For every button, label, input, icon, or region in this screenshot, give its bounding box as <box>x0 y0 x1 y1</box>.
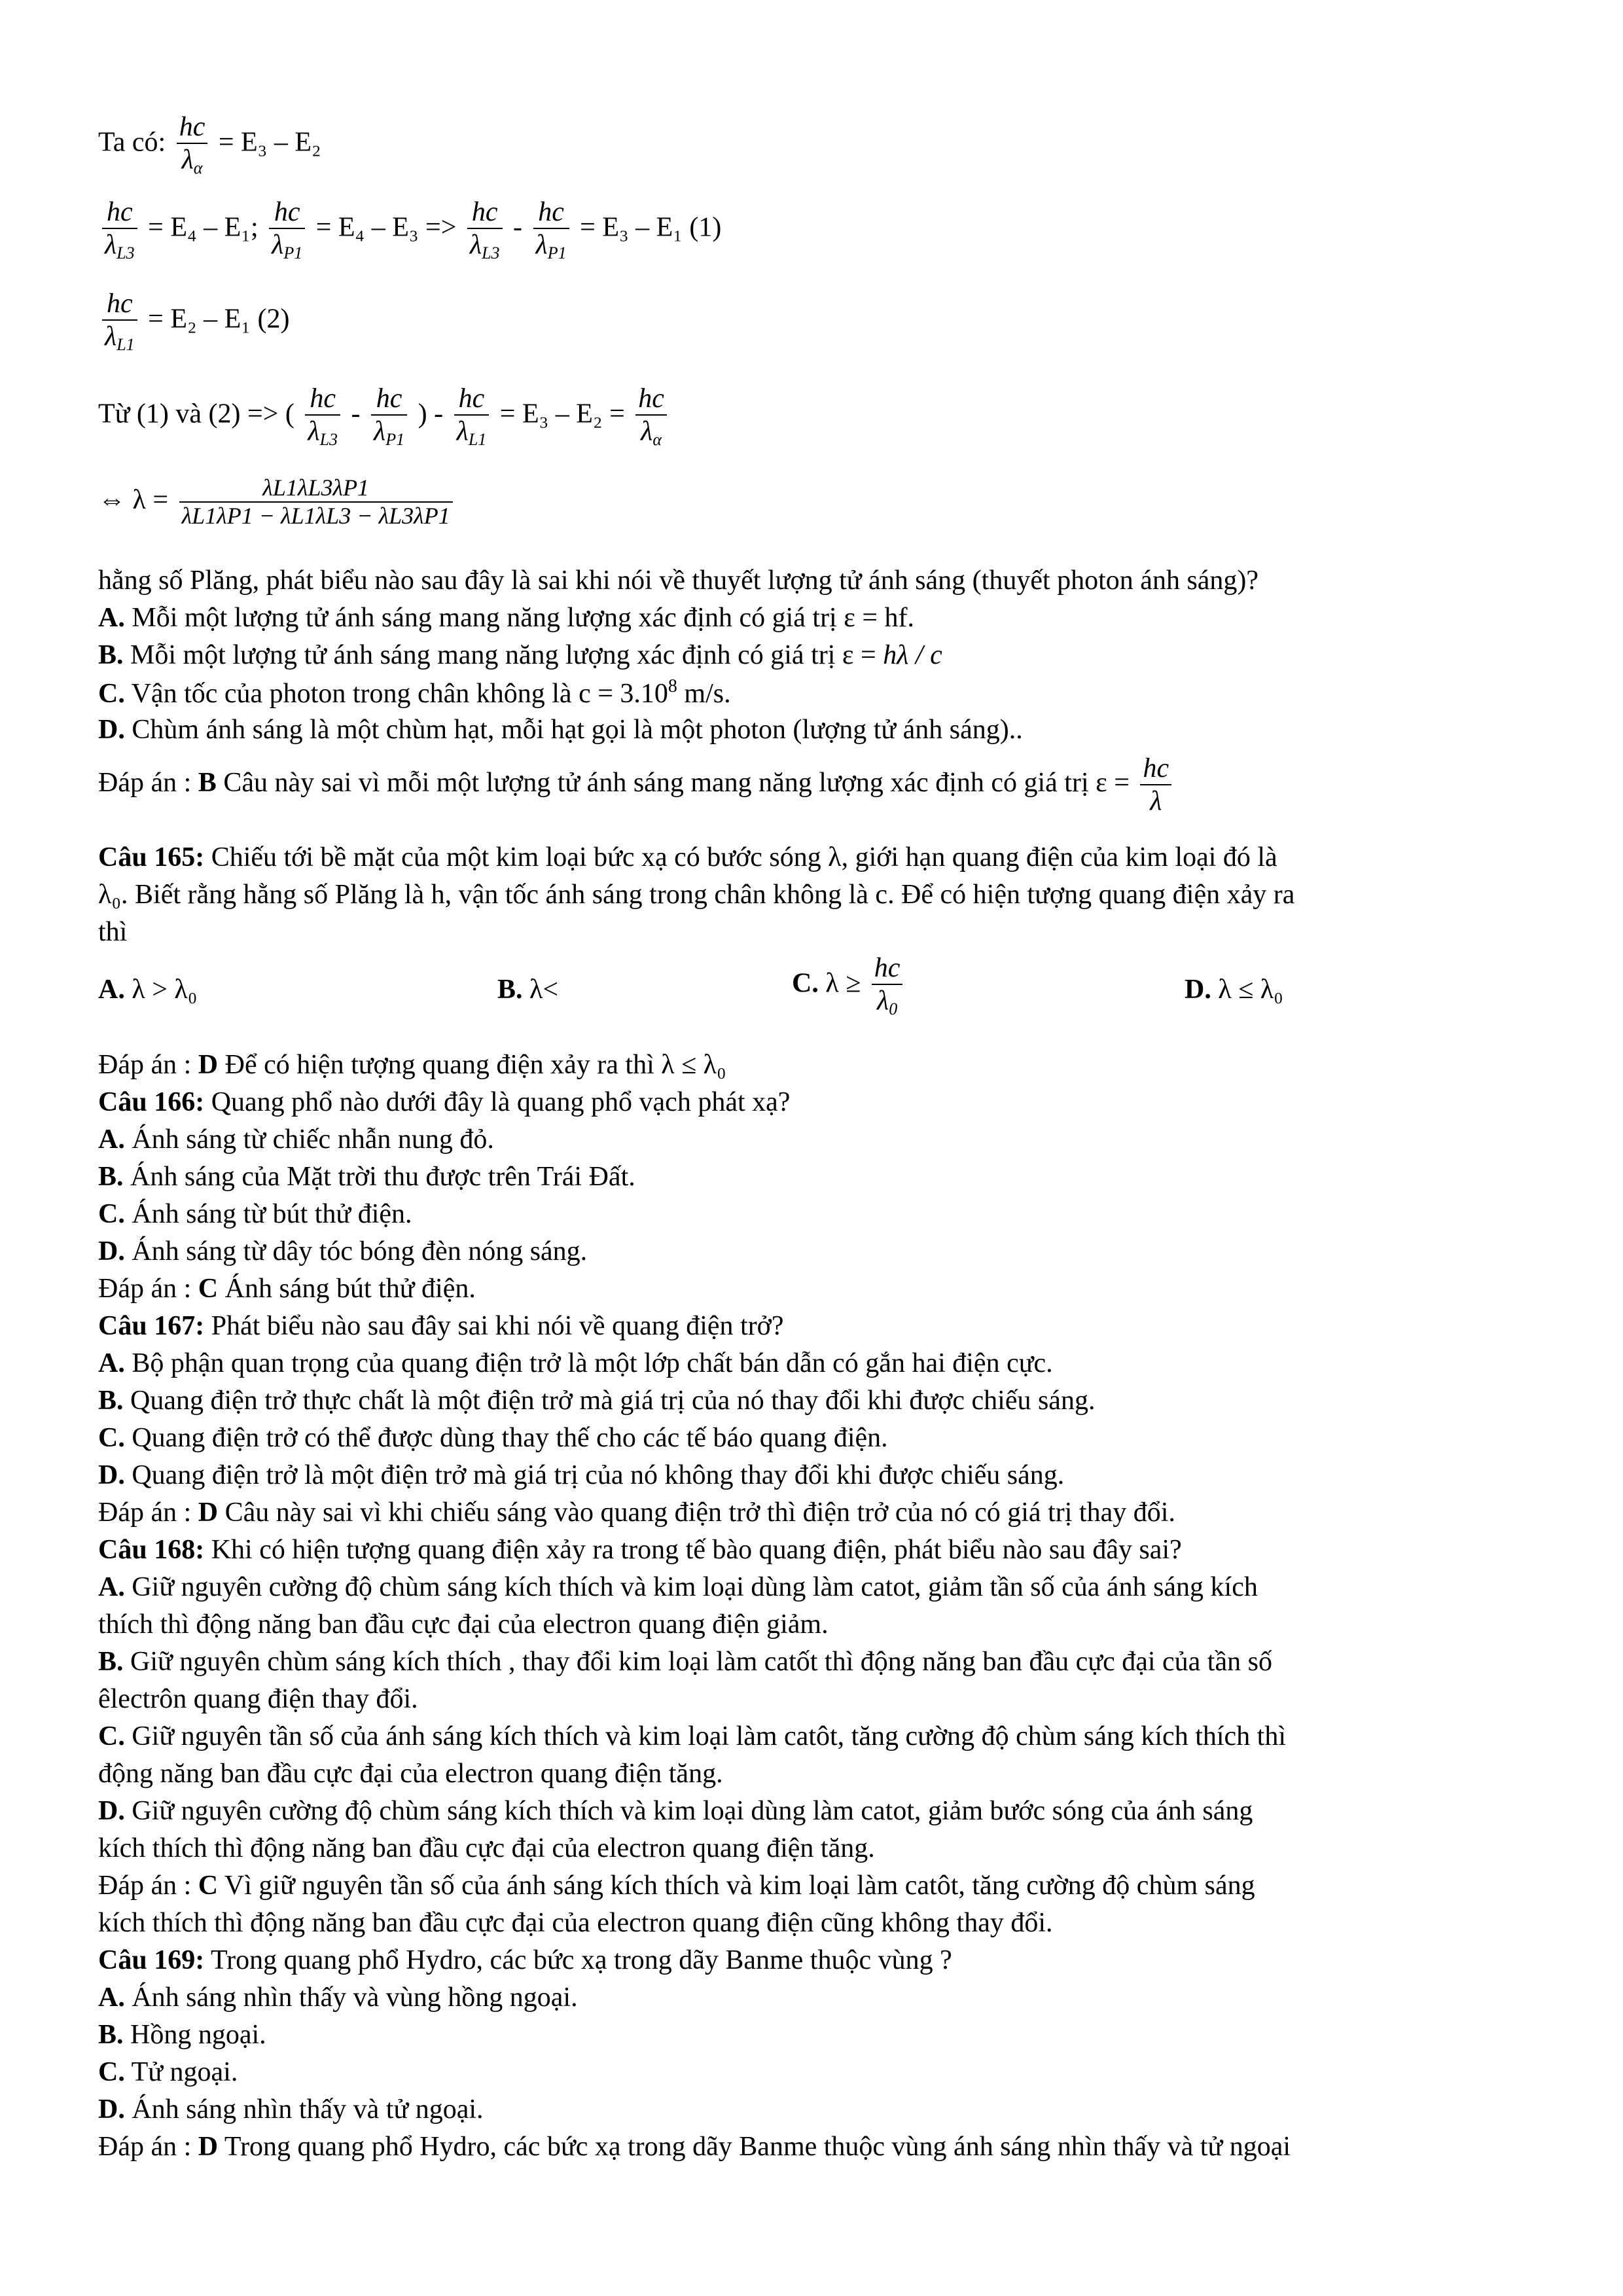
q166-option-d: D. Ánh sáng từ dây tóc bóng đèn nóng sáng. <box>98 1236 588 1266</box>
q164-stem: hằng số Plăng, phát biểu nào sau đây là sai khi nói về thuyết lượng tử ánh sáng (thuyết photon ánh sáng)? <box>98 565 1259 596</box>
fraction-hc-over-lambda-alpha: $\frac{hc}{\lambda_\alpha}$ <box>177 111 208 178</box>
q168-option-d-cont: kích thích thì động năng ban đầu cực đại của electron quang điện tăng. <box>98 1833 875 1863</box>
q168-option-a-cont: thích thì động năng ban đầu cực đại của electron quang điện giảm. <box>98 1609 829 1640</box>
q168-answer-cont: kích thích thì động năng ban đầu cực đại của electron quang điện cũng không thay đổi. <box>98 1908 1053 1938</box>
q165-option-c: C. λ ≥ $\frac{hc}{\lambda_0}$ <box>792 952 906 1019</box>
fraction-hc-over-lambda-P1: $\frac{hc}{\lambda_{P1}}$ <box>269 196 305 263</box>
q168-answer: Đáp án : C Vì giữ nguyên tần số của ánh sáng kích thích và kim loại làm catôt, tăng cường độ chùm sáng <box>98 1871 1255 1901</box>
q166-answer: Đáp án : C Ánh sáng bút thử điện. <box>98 1274 476 1304</box>
fraction-hc-over-lambda-L3: $\frac{hc}{\lambda_{L3}}$ <box>467 196 503 263</box>
q164-option-b: B. Mỗi một lượng tử ánh sáng mang năng lượng xác định có giá trị ε = hλ / c <box>98 640 942 670</box>
q165-stem-line-2: λ₀. Biết rằng hằng số Plăng là h, vận tốc ánh sáng trong chân không là c. Để có hiện tượng quang điện xảy ra <box>98 880 1295 910</box>
fraction-hc-over-lambda-L3: $\frac{hc}{\lambda_{L3}}$ <box>305 383 340 450</box>
q165-stem-line-3: thì <box>98 917 128 947</box>
q167-answer: Đáp án : D Câu này sai vì khi chiếu sáng vào quang điện trở thì điện trở của nó có giá trị thay đổi. <box>98 1498 1175 1528</box>
q168-option-c: C. Giữ nguyên tần số của ánh sáng kích thích và kim loại làm catôt, tăng cường độ chùm sáng kích thích thì <box>98 1721 1287 1751</box>
fraction-hc-over-lambda-alpha: $\frac{hc}{\lambda_\alpha}$ <box>635 383 667 450</box>
fraction-hc-over-lambda-L1: $\frac{hc}{\lambda_{L1}}$ <box>454 383 490 450</box>
fraction-hc-over-lambda-0: $\frac{hc}{\lambda_0}$ <box>872 952 903 1019</box>
q168-option-c-cont: động năng ban đầu cực đại của electron quang điện tăng. <box>98 1759 723 1789</box>
q164-option-a: A. Mỗi một lượng tử ánh sáng mang năng lượng xác định có giá trị ε = hf. <box>98 603 915 633</box>
derivation-line-3: $\frac{hc}{\lambda_{L1}}$ = E₂ – E₁ (2) <box>98 288 289 355</box>
fraction-hc-over-lambda: $\frac{hc}{\lambda}$ <box>1140 753 1171 817</box>
q168-option-a: A. Giữ nguyên cường độ chùm sáng kích thích và kim loại dùng làm catot, giảm tần số của ánh sáng kích <box>98 1572 1258 1602</box>
q169-stem: Câu 169: Trong quang phổ Hydro, các bức xạ trong dãy Banme thuộc vùng ? <box>98 1945 952 1975</box>
q167-option-d: D. Quang điện trở là một điện trở mà giá trị của nó không thay đổi khi được chiếu sáng. <box>98 1460 1065 1490</box>
q164-option-d: D. Chùm ánh sáng là một chùm hạt, mỗi hạt gọi là một photon (lượng tử ánh sáng).. <box>98 715 1023 745</box>
q169-option-d: D. Ánh sáng nhìn thấy và tử ngoại. <box>98 2094 484 2125</box>
derivation-line-2: $\frac{hc}{\lambda_{L3}}$ = E₄ – E₁; $\frac{hc}{\lambda_{P1}}$ = E₄ – E₃ => $\frac{hc}{\lambda_{L3}}$ - $\frac{hc}{\lambda_{P1}}$ = E₃ – E₁ (1) <box>98 196 721 263</box>
fraction-hc-over-lambda-L1: $\frac{hc}{\lambda_{L1}}$ <box>102 288 137 355</box>
fraction-lambda-result: $\frac{\lambda L1\lambda L3\lambda P1}{\lambda L1\lambda P1 - \lambda L1\lambda L3 - \lambda L3\lambda P1}$ <box>179 475 453 530</box>
q164-option-c: C. Vận tốc của photon trong chân không là $c = 3.10^8$ m/s. <box>98 676 731 709</box>
q165-option-a: A. λ > λ₀ <box>98 975 198 1005</box>
q165-option-b: B. λ< <box>497 975 559 1005</box>
q165-option-d: D. λ ≤ λ₀ <box>1185 975 1283 1005</box>
q168-option-b: B. Giữ nguyên chùm sáng kích thích , thay đổi kim loại làm catốt thì động năng ban đầu cực đại của tần số <box>98 1647 1272 1677</box>
q164-answer: Đáp án : B Câu này sai vì mỗi một lượng tử ánh sáng mang năng lượng xác định có giá trị ε = $\frac{hc}{\lambda}$ <box>98 753 1175 817</box>
q166-option-a: A. Ánh sáng từ chiếc nhẫn nung đỏ. <box>98 1124 494 1155</box>
q166-stem: Câu 166: Quang phổ nào dưới đây là quang phổ vạch phát xạ? <box>98 1087 791 1117</box>
q165-stem-line-1: Câu 165: Chiếu tới bề mặt của một kim loại bức xạ có bước sóng λ, giới hạn quang điện của kim loại đó là <box>98 842 1277 872</box>
q167-option-a: A. Bộ phận quan trọng của quang điện trở là một lớp chất bán dẫn có gắn hai điện cực. <box>98 1348 1053 1378</box>
q168-option-d: D. Giữ nguyên cường độ chùm sáng kích thích và kim loại dùng làm catot, giảm bước sóng của ánh sáng <box>98 1796 1253 1826</box>
q168-stem: Câu 168: Khi có hiện tượng quang điện xảy ra trong tế bào quang điện, phát biểu nào sau đây sai? <box>98 1535 1182 1565</box>
fraction-hc-over-lambda-P1: $\frac{hc}{\lambda_{P1}}$ <box>533 196 569 263</box>
q169-answer: Đáp án : D Trong quang phổ Hydro, các bức xạ trong dãy Banme thuộc vùng ánh sáng nhìn thấy và tử ngoại <box>98 2132 1291 2162</box>
q169-option-a: A. Ánh sáng nhìn thấy và vùng hồng ngoại. <box>98 1982 578 2013</box>
derivation-line-1: Ta có: $\frac{hc}{\lambda_\alpha}$ = E₃ – E₂ <box>98 112 321 178</box>
q169-option-b: B. Hồng ngoại. <box>98 2020 266 2050</box>
q167-option-c: C. Quang điện trở có thể được dùng thay thế cho các tế báo quang điện. <box>98 1423 888 1453</box>
q166-option-c: C. Ánh sáng từ bút thử điện. <box>98 1199 412 1229</box>
derivation-line-5: ⇔ λ = $\frac{\lambda L1\lambda L3\lambda P1}{\lambda L1\lambda P1 - \lambda L1\lambda L3 - \lambda L3\lambda P1}$ <box>98 475 457 530</box>
q168-option-b-cont: êlectrôn quang điện thay đổi. <box>98 1684 418 1714</box>
q169-option-c: C. Tử ngoại. <box>98 2057 238 2087</box>
q167-stem: Câu 167: Phát biểu nào sau đây sai khi nói về quang điện trở? <box>98 1311 784 1341</box>
q167-option-b: B. Quang điện trở thực chất là một điện trở mà giá trị của nó thay đổi khi được chiếu sáng. <box>98 1386 1096 1416</box>
fraction-hc-over-lambda-P1: $\frac{hc}{\lambda_{P1}}$ <box>371 383 407 450</box>
derivation-line-4: Từ (1) và (2) => ( $\frac{hc}{\lambda_{L3}}$ - $\frac{hc}{\lambda_{P1}}$ ) - $\frac{hc}{\lambda_{L1}}$ = E₃ – E₂ = $\frac{hc}{\lambda_\alpha}$ <box>98 383 671 450</box>
q165-answer: Đáp án : D Để có hiện tượng quang điện xảy ra thì λ ≤ λ₀ <box>98 1050 726 1080</box>
q166-option-b: B. Ánh sáng của Mặt trời thu được trên Trái Đất. <box>98 1162 635 1192</box>
fraction-hc-over-lambda-L3: $\frac{hc}{\lambda_{L3}}$ <box>102 196 137 263</box>
